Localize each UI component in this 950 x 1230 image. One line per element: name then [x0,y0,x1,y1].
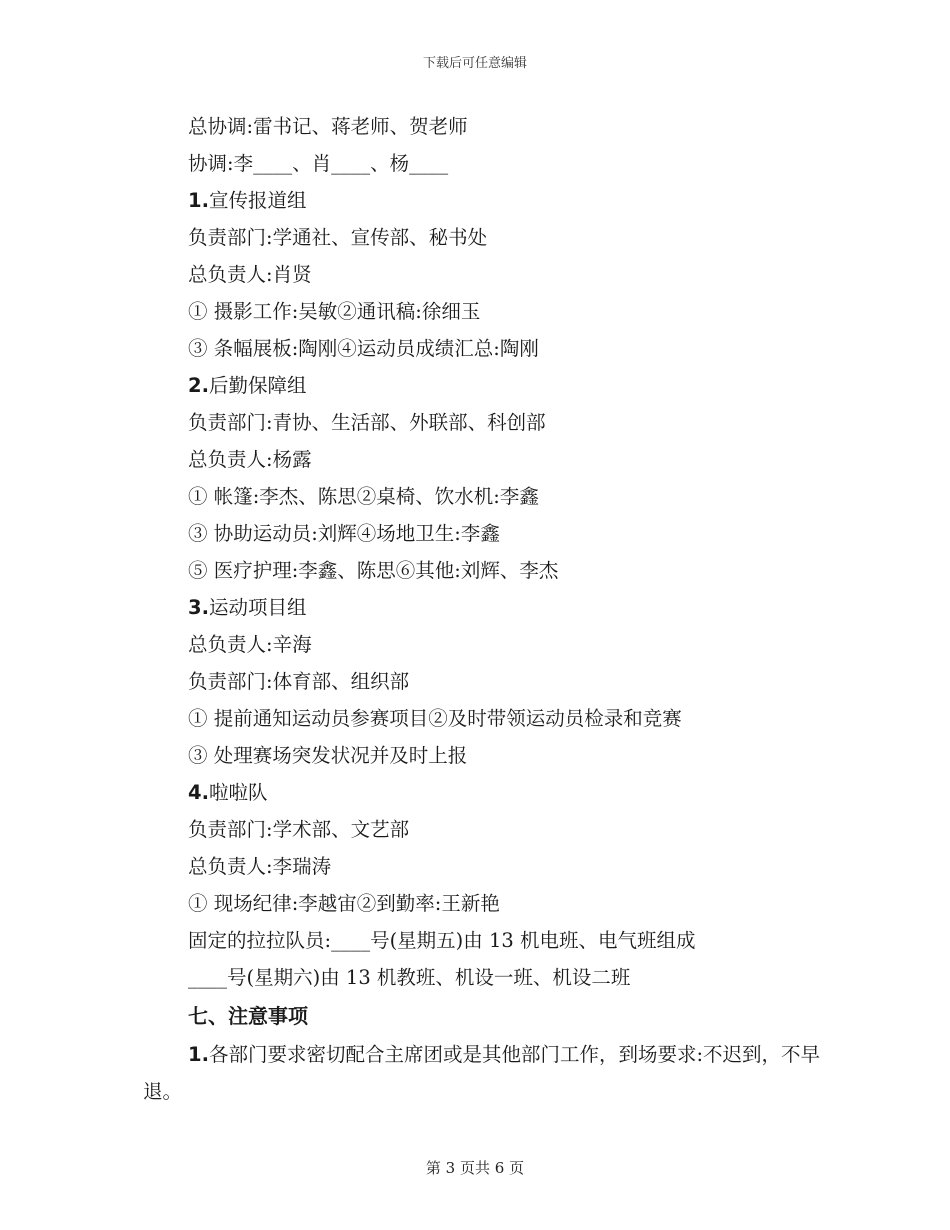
doc-line: 负责部门:学通社、宣传部、秘书处 [188,226,488,249]
paragraph: 1.各部门要求密切配合主席团或是其他部门工作，到场要求:不迟到，不早退。 [143,1043,821,1103]
doc-line: 4.啦啦队 [188,781,268,804]
doc-line: 总负责人:辛海 [188,633,312,656]
doc-line: ⑤ 医疗护理:李鑫、陈思⑥其他:刘辉、李杰 [188,559,559,582]
page-header: 下载后可任意编辑 [422,56,527,71]
doc-line: ____号(星期六)由 13 机教班、机设一班、机设二班 [188,966,631,989]
doc-line: 总协调:雷书记、蒋老师、贺老师 [188,115,468,138]
doc-line: 总负责人:肖贤 [188,263,312,286]
doc-line: ① 帐篷:李杰、陈思②桌椅、饮水机:李鑫 [188,485,539,508]
doc-line: ① 现场纪律:李越宙②到勤率:王新艳 [188,892,500,915]
doc-line: 协调:李____、肖____、杨____ [188,152,449,175]
doc-line: 总负责人:杨露 [188,448,312,471]
doc-line: ① 提前通知运动员参赛项目②及时带领运动员检录和竞赛 [188,707,682,730]
page-footer: 第 3 页共 6 页 [425,1159,525,1177]
doc-line: 固定的拉拉队员:____号(星期五)由 13 机电班、电气班组成 [188,929,696,952]
doc-line: ③ 条幅展板:陶刚④运动员成绩汇总:陶刚 [188,337,539,360]
section-heading: 七、注意事项 [188,1004,308,1028]
doc-line: 负责部门:青协、生活部、外联部、科创部 [188,411,546,434]
doc-line: ③ 协助运动员:刘辉④场地卫生:李鑫 [188,522,500,545]
doc-line: 1.宣传报道组 [188,189,307,212]
doc-line: 3.运动项目组 [188,596,307,619]
doc-line: 总负责人:李瑞涛 [188,855,332,878]
doc-line: 负责部门:体育部、组织部 [188,670,410,693]
doc-line: ③ 处理赛场突发状况并及时上报 [188,744,468,767]
doc-line: 负责部门:学术部、文艺部 [188,818,410,841]
doc-line: 2.后勤保障组 [188,374,307,397]
doc-line: ① 摄影工作:吴敏②通讯稿:徐细玉 [188,300,481,323]
